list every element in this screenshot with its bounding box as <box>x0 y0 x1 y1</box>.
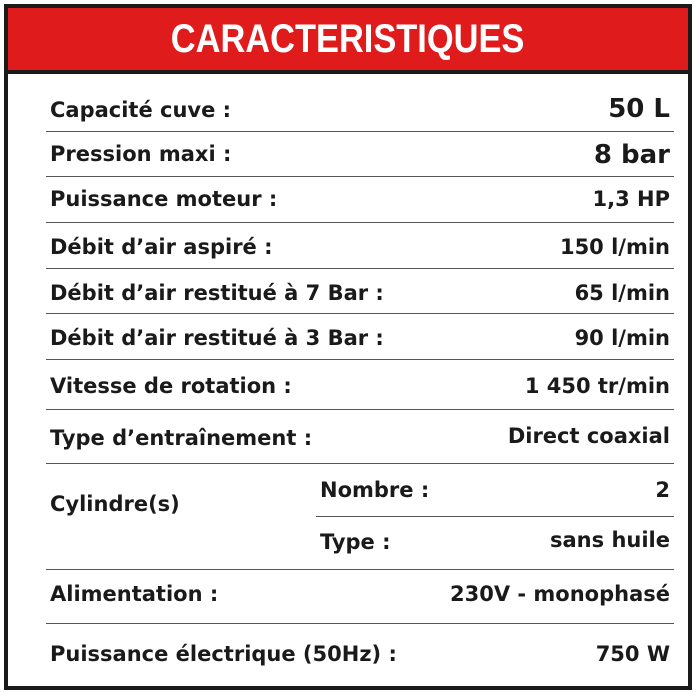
cylinder-divider <box>316 516 674 517</box>
cylinder-label: Cylindre(s) <box>50 492 180 516</box>
spec-row-capacity <box>46 92 674 132</box>
cylinder-type-value: sans huile <box>550 528 670 552</box>
spec-value: 230V - monophasé <box>449 582 670 606</box>
spec-row-air-output-3bar <box>46 314 674 360</box>
spec-label: Puissance électrique (50Hz) : <box>50 642 397 666</box>
spec-card <box>4 4 692 690</box>
spec-label: Débit d’air restitué à 3 Bar : <box>50 326 384 350</box>
spec-label: Puissance moteur : <box>50 187 278 211</box>
spec-value: 90 l/min <box>574 326 670 350</box>
spec-value: 1 450 tr/min <box>524 374 670 398</box>
cylinder-count-value: 2 <box>655 478 670 502</box>
page-title: CARACTERISTIQUES <box>171 16 525 61</box>
spec-row-rotation-speed <box>46 360 674 410</box>
spec-row-cylinders <box>46 464 674 570</box>
spec-label: Débit d’air restitué à 7 Bar : <box>50 281 384 305</box>
spec-label: Capacité cuve : <box>50 98 232 122</box>
cylinder-type-label: Type : <box>320 530 391 554</box>
spec-row-air-intake <box>46 223 674 269</box>
spec-value: 8 bar <box>593 140 670 170</box>
spec-label: Pression maxi : <box>50 142 232 166</box>
cylinder-count-label: Nombre : <box>320 478 430 502</box>
spec-value: 65 l/min <box>574 281 670 305</box>
header-banner <box>8 8 688 74</box>
spec-value: 50 L <box>608 94 670 124</box>
spec-label: Type d’entraînement : <box>50 426 313 450</box>
spec-row-pressure <box>46 132 674 177</box>
spec-label: Vitesse de rotation : <box>50 374 292 398</box>
spec-value: 750 W <box>595 642 670 666</box>
spec-row-motor-power <box>46 177 674 223</box>
spec-row-drive-type <box>46 410 674 464</box>
spec-label: Alimentation : <box>50 582 219 606</box>
spec-row-power-supply <box>46 570 674 624</box>
spec-value: Direct coaxial <box>507 424 670 448</box>
spec-row-electrical-power <box>46 624 674 686</box>
spec-value: 1,3 HP <box>592 187 670 211</box>
spec-label: Débit d’air aspiré : <box>50 235 273 259</box>
spec-row-air-output-7bar <box>46 269 674 314</box>
spec-value: 150 l/min <box>559 235 670 259</box>
